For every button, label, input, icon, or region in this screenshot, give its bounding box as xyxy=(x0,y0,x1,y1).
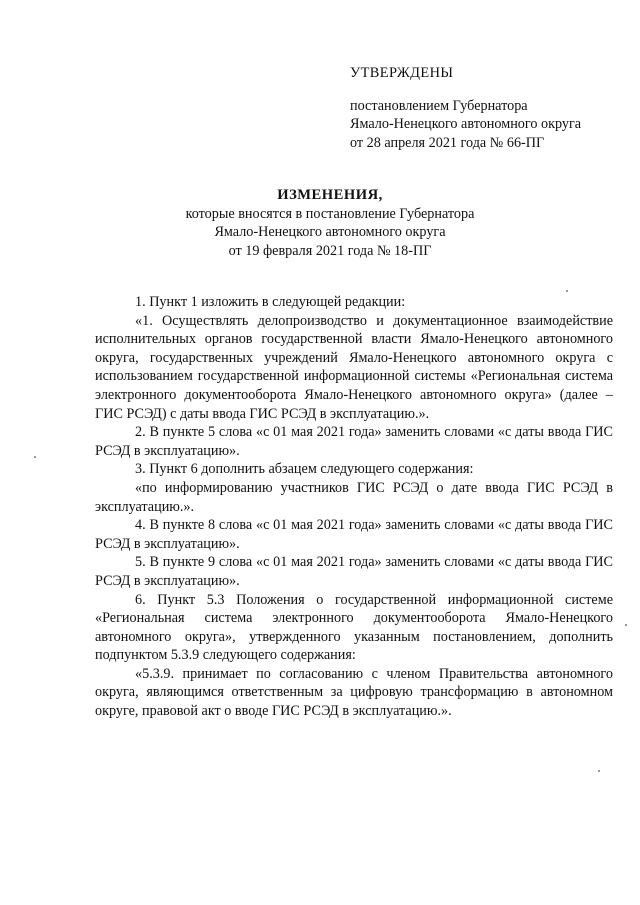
paragraph-4: 3. Пункт 6 дополнить абзацем следующего содержания: xyxy=(135,461,474,478)
scan-speck xyxy=(625,624,627,626)
heading-line-2: Ямало-Ненецкого автономного округа xyxy=(214,224,446,241)
scan-speck xyxy=(34,456,36,458)
approval-title: УТВЕРЖДЕНЫ xyxy=(350,65,454,81)
paragraph-2: «1. Осуществлять делопроизводство и документационное взаимодействие исполнительных органов государственной власти Ямало-Ненецкого автономного округа, государственных учреждений Ямало-Ненецкого автономного округа с использованием государственной информационной системы «Региональная система электронного документооборота Ямало-Ненецкого автономного округа» (далее – ГИС РСЭД) с даты ввода ГИС РСЭД в эксплуатацию.». xyxy=(95,312,613,422)
paragraph-9: «5.3.9. принимает по согласованию с членом Правительства автономного округа, являющимся ответственным за цифровую трансформацию в автономном округе, правовой акт о вводе ГИС РСЭД в эксплуатацию.». xyxy=(95,665,613,720)
scan-speck xyxy=(598,770,600,772)
document-body xyxy=(95,293,613,721)
paragraph-6: 4. В пункте 8 слова «с 01 мая 2021 года» заменить словами «с даты ввода ГИС РСЭД в эксплуатацию». xyxy=(95,517,613,552)
document-heading xyxy=(120,186,540,260)
heading-title: ИЗМЕНЕНИЯ, xyxy=(277,187,383,203)
approval-line-3: от 28 апреля 2021 года № 66-ПГ xyxy=(350,134,545,151)
paragraph-5: «по информированию участников ГИС РСЭД о дате ввода ГИС РСЭД в эксплуатацию.». xyxy=(95,479,613,515)
approval-stamp-block xyxy=(350,64,630,152)
approval-line-2: Ямало-Ненецкого автономного округа xyxy=(350,116,582,133)
heading-line-1: которые вносятся в постановление Губернатора xyxy=(185,205,475,222)
paragraph-8: 6. Пункт 5.3 Положения о государственной информационной системе «Региональная система электронного документооборота Ямало-Ненецкого автономного округа», утвержденного указанным постановлением, дополнить подпунктом 5.3.9 следующего содержания: xyxy=(95,591,613,664)
paragraph-1: 1. Пункт 1 изложить в следующей редакции: xyxy=(135,294,406,310)
paragraph-7: 5. В пункте 9 слова «с 01 мая 2021 года» заменить словами «с даты ввода ГИС РСЭД в эксплуатацию». xyxy=(95,554,613,589)
heading-line-3: от 19 февраля 2021 года № 18-ПГ xyxy=(228,242,432,259)
scan-speck xyxy=(566,290,568,292)
paragraph-3: 2. В пункте 5 слова «с 01 мая 2021 года» заменить словами «с даты ввода ГИС РСЭД в эксплуатацию». xyxy=(95,424,613,459)
approval-line-1: постановлением Губернатора xyxy=(350,97,528,114)
